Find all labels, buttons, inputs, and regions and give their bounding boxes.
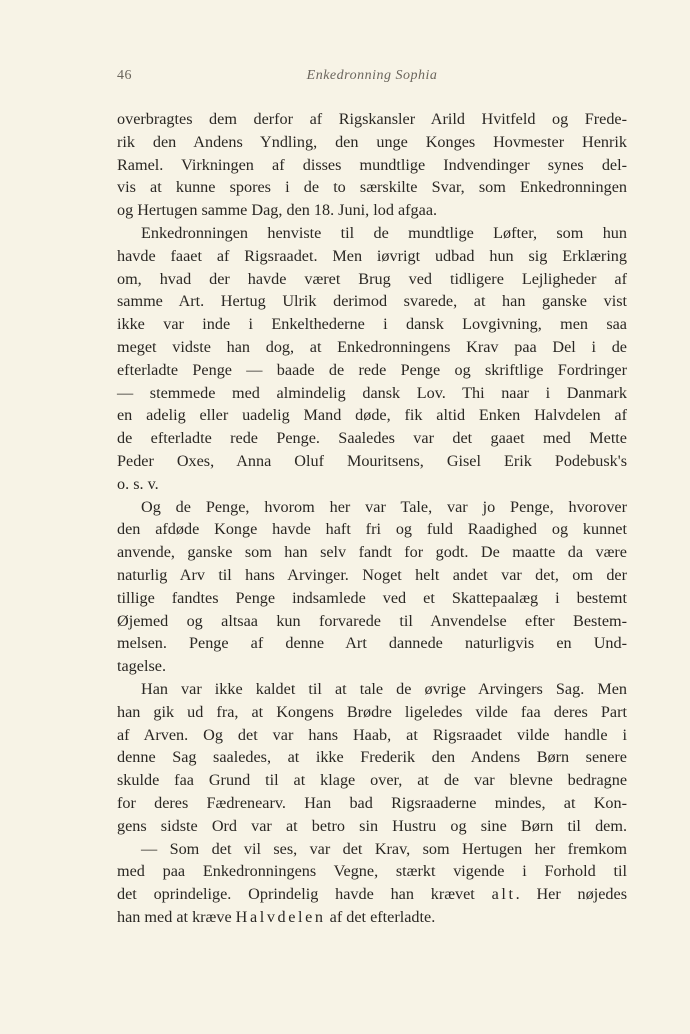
text-line: Øjemed og altsaa kun forvarede til Anvendelse efter Bestem- [117, 611, 627, 630]
text-line: meget vidste han dog, at Enkedronningens Krav paa Del i de [117, 337, 627, 356]
text-line: for deres Fædrenearv. Han bad Rigsraaderne mindes, at Kon- [117, 793, 627, 812]
text-line: han gik ud fra, at Kongens Brødre ligeledes vilde faa deres Part [117, 702, 627, 721]
text-line: skulde faa Grund til at klage over, at de var blevne bedragne [117, 771, 627, 790]
text-segment: han med at kræve [117, 907, 236, 926]
text-line: om, hvad der havde været Brug ved tidligere Lejligheder af [117, 269, 627, 288]
text-line: ikke var inde i Enkelthederne i dansk Lovgivning, men saa [117, 315, 627, 334]
text-line: og Hertugen samme Dag, den 18. Juni, lod afgaa. [117, 201, 438, 220]
text-line [117, 906, 627, 929]
text-segment: det oprindelige. Oprindelig havde han krævet [117, 885, 475, 904]
text-line [117, 883, 627, 906]
page-number: 46 [117, 68, 132, 83]
text-line: — Som det vil ses, var det Krav, som Hertugen her fremkom [141, 839, 627, 858]
text-line: rik den Andens Yndling, den unge Konges Hovmester Henrik [117, 132, 627, 151]
text-line: naturlig Arv til hans Arvinger. Noget helt andet var det, om der [117, 565, 627, 584]
text-line: en adelig eller uadelig Mand døde, fik altid Enken Halvdelen af [117, 406, 627, 425]
text-line: overbragtes dem derfor af Rigskansler Arild Hvitfeld og Frede- [117, 110, 627, 128]
text-line: havde faaet af Rigsraadet. Men iøvrigt udbad hun sig Erklæring [117, 246, 627, 265]
text-line: Han var ikke kaldet til at tale de øvrige Arvingers Sag. Men [141, 679, 627, 698]
text-line: denne Sag saaledes, at ikke Frederik den Andens Børn senere [117, 748, 627, 767]
text-line: Ramel. Virkningen af disses mundtlige Indvendinger synes del- [117, 155, 627, 174]
text-line: Og de Penge, hvorom her var Tale, var jo Penge, hvorover [141, 497, 627, 516]
text-line: de efterladte rede Penge. Saaledes var det gaaet med Mette [117, 429, 627, 448]
text-line: den afdøde Konge havde haft fri og fuld Raadighed og kunnet [117, 520, 627, 539]
running-title: Enkedronning Sophia [306, 68, 438, 83]
emphasized-word: alt [491, 885, 516, 904]
text-line: o. s. v. [117, 474, 159, 493]
text-segment: . Her nøjedes [515, 885, 627, 904]
text-line: — stemmede med almindelig dansk Lov. Thi naar i Danmark [117, 383, 627, 402]
text-line: af Arven. Og det var hans Haab, at Rigsraadet vilde handle i [117, 725, 627, 744]
text-line: efterladte Penge — baade de rede Penge og skriftlige Fordringer [117, 360, 627, 379]
text-line: melsen. Penge af denne Art dannede naturligvis en Und- [117, 634, 627, 653]
emphasized-word: Halvdelen [235, 907, 326, 926]
text-line: Enkedronningen henviste til de mundtlige Løfter, som hun [141, 223, 627, 242]
text-line: samme Art. Hertug Ulrik derimod svarede, at han ganske vist [117, 292, 627, 311]
text-line: Peder Oxes, Anna Oluf Mouritsens, Gisel Erik Podebusk's [117, 451, 627, 470]
text-segment: af det efterladte. [325, 907, 436, 926]
body-text [117, 108, 627, 929]
page-header [117, 68, 627, 90]
text-line: tillige fandtes Penge indsamlede ved et Skattepaalæg i bestemt [117, 588, 627, 607]
text-line: vis at kunne spores i de to særskilte Svar, som Enkedronningen [117, 178, 627, 197]
text-line: tagelse. [117, 657, 166, 676]
text-line: gens sidste Ord var at betro sin Hustru og sine Børn til dem. [117, 816, 627, 835]
text-line: med paa Enkedronningens Vegne, stærkt vigende i Forhold til [117, 862, 627, 881]
text-line: anvende, ganske som han selv fandt for godt. De maatte da være [117, 543, 627, 562]
